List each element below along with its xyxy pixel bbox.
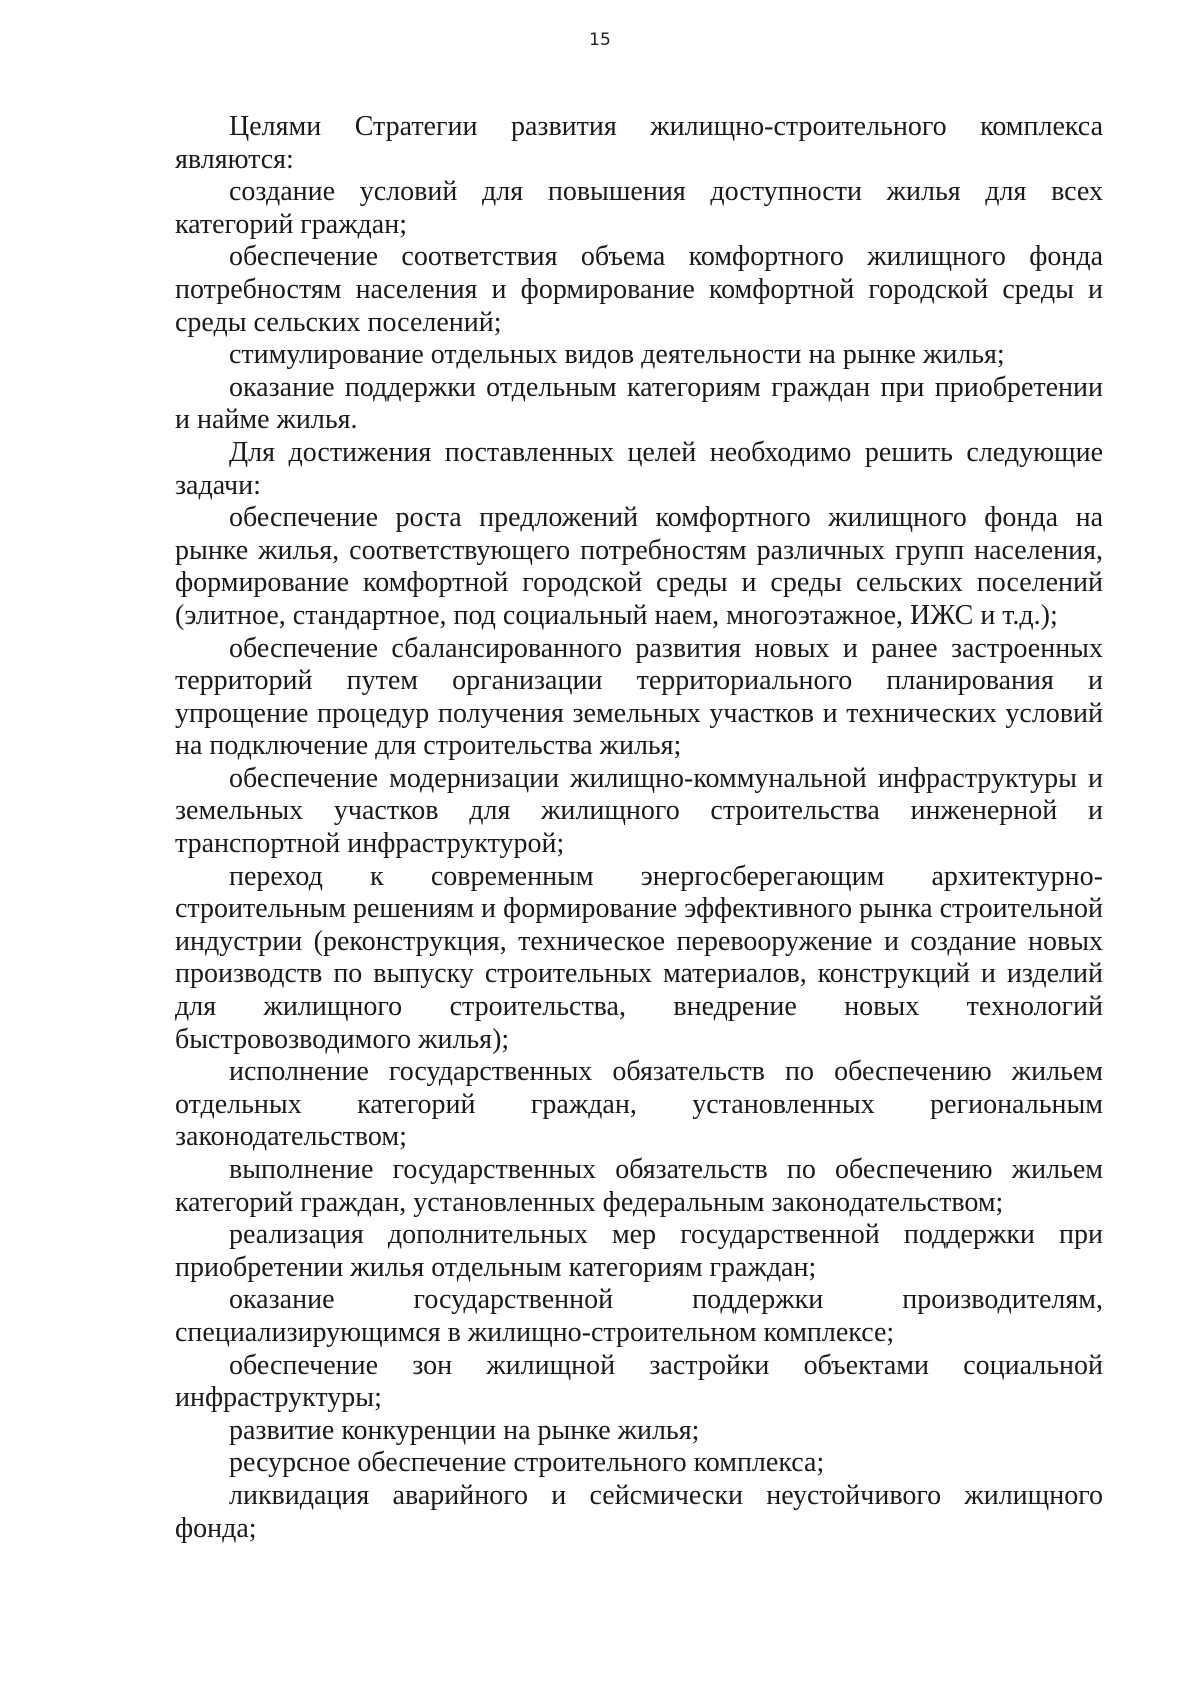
paragraph-task-item: ликвидация аварийного и сейсмически неустойчивого жилищного фонда; bbox=[175, 1479, 1103, 1544]
paragraph-task-item: реализация дополнительных мер государственной поддержки при приобретении жилья отдельным категориям граждан; bbox=[175, 1219, 1103, 1283]
paragraph-task-item: обеспечение модернизации жилищно-коммунальной инфраструктуры и земельных участков для жилищного строительства инженерной и транспортной инфраструктурой; bbox=[175, 762, 1103, 860]
paragraph-task-item: оказание государственной поддержки производителям, специализирующимся в жилищно-строительном комплексе; bbox=[175, 1284, 1103, 1348]
paragraph-task-item: обеспечение зон жилищной застройки объектами социальной инфраструктуры; bbox=[175, 1349, 1103, 1414]
document-body bbox=[175, 111, 1103, 1545]
paragraph-task-item: развитие конкуренции на рынке жилья; bbox=[229, 1414, 700, 1446]
paragraph-goal-item: создание условий для повышения доступности жилья для всех категорий граждан; bbox=[175, 176, 1103, 240]
paragraph-tasks-intro: Для достижения поставленных целей необходимо решить следующие задачи: bbox=[175, 436, 1103, 501]
paragraph-goals-intro: Целями Стратегии развития жилищно-строительного комплекса являются: bbox=[175, 111, 1103, 175]
paragraph-task-item: обеспечение роста предложений комфортного жилищного фонда на рынке жилья, соответствующего потребностям различных групп населения, формирование комфортной городской среды и среды сельских поселений (элитное, стандартное, под социальный наем, многоэтажное, ИЖС и т.д.); bbox=[175, 502, 1103, 631]
paragraph-goal-item: обеспечение соответствия объема комфортного жилищного фонда потребностям населения и формирование комфортной городской среды и среды сельских поселений; bbox=[175, 241, 1103, 338]
paragraph-task-item: исполнение государственных обязательств по обеспечению жильем отдельных категорий граждан, установленных региональным законодательством; bbox=[175, 1056, 1103, 1153]
paragraph-task-item: ресурсное обеспечение строительного комплекса; bbox=[229, 1447, 825, 1479]
page-number: 15 bbox=[589, 30, 611, 50]
paragraph-task-item: обеспечение сбалансированного развития новых и ранее застроенных территорий путем организации территориального планирования и упрощение процедур получения земельных участков и технических условий на подключение для строительства жилья; bbox=[175, 632, 1103, 762]
paragraph-task-item: переход к современным энергосберегающим архитектурно-строительным решениям и формирование эффективного рынка строительной индустрии (реконструкция, техническое перевооружение и создание новых производств по выпуску строительных материалов, конструкций и изделий для жилищного строительства, внедрение новых технологий быстровозводимого жилья); bbox=[175, 860, 1103, 1055]
paragraph-goal-item: стимулирование отдельных видов деятельности на рынке жилья; bbox=[229, 339, 1005, 371]
paragraph-goal-item: оказание поддержки отдельным категориям граждан при приобретении и найме жилья. bbox=[175, 371, 1103, 436]
paragraph-task-item: выполнение государственных обязательств по обеспечению жильем категорий граждан, установленных федеральным законодательством; bbox=[175, 1154, 1103, 1218]
